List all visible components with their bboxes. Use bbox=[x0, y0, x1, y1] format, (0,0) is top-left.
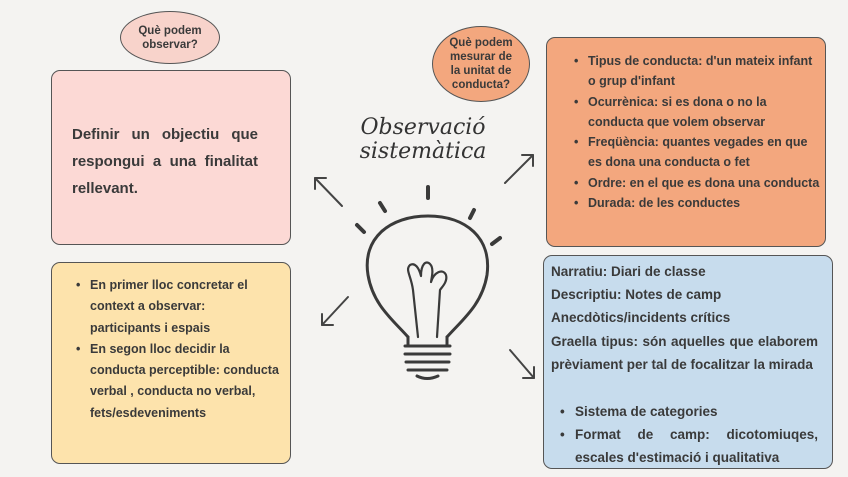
title-line: sistemàtica bbox=[359, 139, 487, 164]
list-item: • En segon lloc decidir la conducta perceptible: conducta verbal , conducta no verbal, fets/esdeveniments bbox=[74, 339, 279, 424]
arrow-icon-up-left bbox=[315, 178, 342, 206]
list-item: • Freqüència: quantes vegades en que es dona una conducta o fet bbox=[572, 132, 820, 173]
records-lines bbox=[551, 260, 818, 376]
list-item: • Durada: de les conductes bbox=[572, 193, 820, 213]
question-observe-bubble bbox=[120, 11, 220, 64]
list-item: • Ocurrènica: si es dona o no la conducta que volem observar bbox=[572, 92, 820, 133]
list-item: • Sistema de categories bbox=[558, 400, 818, 423]
records-list bbox=[558, 400, 818, 470]
records-box bbox=[543, 255, 833, 469]
list-item: • Tipus de conducta: d'un mateix infant o grup d'infant bbox=[572, 51, 820, 92]
conduct-types-list bbox=[572, 51, 820, 213]
records-line: Graella tipus: són aquelles que elaborem prèviament per tal de focalitzar la mirada bbox=[551, 333, 818, 372]
question-measure-line: la unitat de bbox=[450, 65, 512, 77]
records-line: Descriptiu: Notes de camp bbox=[551, 287, 722, 303]
central-title bbox=[338, 116, 508, 164]
arrow-icon-up-right bbox=[505, 155, 533, 183]
arrow-icon-down-right bbox=[510, 350, 534, 378]
records-line: Narratiu: Diari de classe bbox=[551, 264, 706, 279]
question-measure-line: Què podem bbox=[449, 37, 513, 49]
list-item: • Format de camp: dicotomiuqes, escales d'estimació i qualitativa bbox=[558, 423, 818, 469]
objective-text: Definir un objectiu que respongui a una finalitat rellevant. bbox=[72, 126, 258, 197]
objective-box bbox=[51, 70, 291, 245]
list-item: • Ordre: en el que es dona una conducta bbox=[572, 173, 820, 193]
arrow-icon-down-left bbox=[322, 297, 348, 325]
question-measure-line: mesurar de bbox=[449, 51, 512, 63]
question-observe-line: observar? bbox=[142, 38, 198, 51]
context-list bbox=[74, 275, 279, 424]
context-box bbox=[51, 262, 291, 464]
conduct-types-box bbox=[546, 37, 826, 247]
question-measure-bubble bbox=[432, 26, 530, 102]
question-measure-line: conducta? bbox=[451, 79, 511, 91]
title-line: Observació bbox=[360, 115, 486, 140]
lightbulb-icon bbox=[357, 187, 500, 379]
question-observe-line: Què podem bbox=[138, 24, 202, 37]
list-item: • En primer lloc concretar el context a observar: participants i espais bbox=[74, 275, 279, 339]
records-line: Anecdòtics/incidents crítics bbox=[551, 310, 731, 326]
